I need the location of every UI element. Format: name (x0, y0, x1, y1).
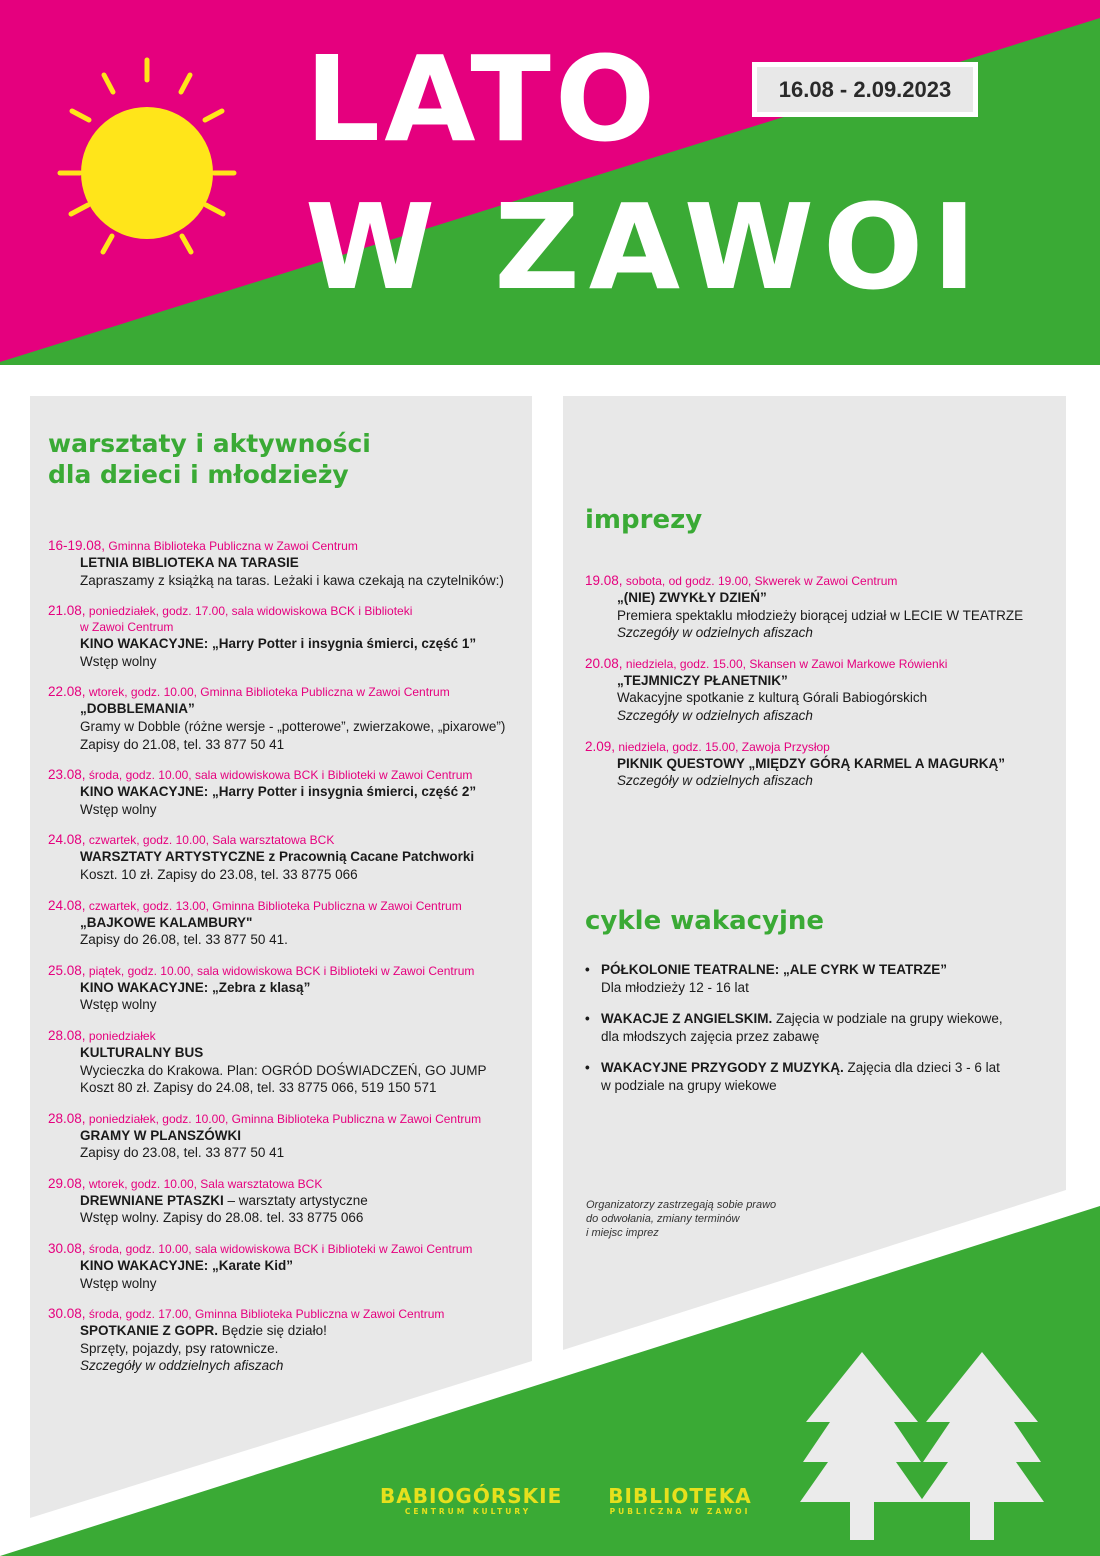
event-title: KINO WAKACYJNE: (80, 636, 209, 652)
cycle-title: PÓŁKOLONIE TEATRALNE: „ALE CYRK W TEATRZE” (601, 962, 947, 977)
event-title: DREWNIANE PTASZKI (80, 1192, 224, 1208)
event-title-rest: „Harry Potter i insygnia śmierci, część 2” (208, 784, 477, 800)
cycles-section (585, 906, 1055, 1109)
bullet-icon: • (585, 1011, 590, 1027)
cycle-desc-2: Dla młodzieży 12 - 16 lat (601, 979, 749, 995)
list-item (48, 538, 528, 589)
list-item (48, 898, 528, 949)
list-item (585, 739, 1055, 790)
event-date: 30.08, (48, 1306, 86, 1322)
event-title-rest: „Zebra z klasą” (208, 979, 311, 995)
event-title-rest: Będzie się działo! (218, 1323, 327, 1339)
list-item (585, 1010, 1055, 1045)
date-range-badge (752, 62, 978, 117)
list-item (48, 1111, 528, 1162)
library-logo-sub: PUBLICZNA W ZAWOI (609, 1507, 751, 1516)
event-info: wtorek, godz. 10.00, Gminna Biblioteka Publiczna w Zawoi Centrum (88, 685, 450, 700)
event-desc: Zapisy do 23.08, tel. 33 877 50 41 (80, 1145, 285, 1161)
cycles-heading: cykle wakacyjne (585, 906, 825, 936)
event-title-rest: „Harry Potter i insygnia śmierci, część 1” (208, 636, 477, 652)
event-info-cont: w Zawoi Centrum (80, 620, 174, 635)
event-info: środa, godz. 10.00, sala widowiskowa BCK i Biblioteki w Zawoi Centrum (88, 1242, 473, 1257)
list-item (48, 1176, 528, 1227)
bullet-icon: • (585, 962, 590, 977)
event-info: poniedziałek (88, 1028, 156, 1043)
event-info: sobota, od godz. 19.00, Skwerek w Zawoi Centrum (625, 574, 898, 588)
workshops-heading-line-1: warsztaty i aktywności (48, 429, 371, 458)
bck-logo (380, 1484, 563, 1517)
workshops-heading-line-2: dla dzieci i młodzieży (48, 460, 349, 489)
bck-logo-name: BABIOGÓRSKIE (380, 1484, 563, 1508)
organizer-note-line: Organizatorzy zastrzegają sobie prawo (586, 1199, 777, 1211)
event-desc: Wstęp wolny (80, 653, 157, 669)
event-title: „(NIE) ZWYKŁY DZIEŃ” (617, 590, 767, 605)
event-date: 20.08, (585, 655, 623, 671)
event-date: 29.08, (48, 1175, 86, 1191)
cycle-title: WAKACJE Z ANGIELSKIM. (601, 1011, 773, 1027)
event-title: KULTURALNY BUS (80, 1044, 204, 1060)
event-title: PIKNIK QUESTOWY „MIĘDZY GÓRĄ KARMEL A MAGURKĄ” (617, 755, 1006, 771)
event-title-rest: – warsztaty artystyczne (223, 1192, 368, 1208)
event-title: LETNIA BIBLIOTEKA NA TARASIE (80, 555, 299, 570)
event-note: Szczegóły w odzielnych afiszach (617, 707, 813, 723)
event-note: Szczegóły w oddzielnych afiszach (80, 1358, 284, 1374)
list-item (585, 1059, 1055, 1094)
event-desc: Koszt. 10 zł. Zapisy do 23.08, tel. 33 8775 066 (80, 866, 358, 882)
list-item (585, 961, 1055, 996)
event-info: czwartek, godz. 13.00, Gminna Biblioteka Publiczna w Zawoi Centrum (88, 898, 462, 913)
title-line-2: W ZAWOI (305, 178, 986, 316)
workshops-section (48, 428, 528, 1389)
event-info: piątek, godz. 10.00, sala widowiskowa BCK i Biblioteki w Zawoi Centrum (88, 963, 475, 978)
event-desc: Gramy w Dobble (różne wersje - „potterowe”, zwierzakowe, „pixarowe”) (80, 718, 506, 734)
event-info: Gminna Biblioteka Publiczna w Zawoi Centrum (108, 539, 358, 553)
event-desc: Premiera spektaklu młodzieży biorącej udział w LECIE W TEATRZE (617, 607, 1024, 623)
event-title: SPOTKANIE Z GOPR. (80, 1323, 219, 1339)
list-item (48, 1028, 528, 1097)
list-item (585, 573, 1055, 642)
title-line-1: LATO (305, 30, 660, 168)
event-date: 25.08, (48, 962, 86, 978)
event-date: 22.08, (48, 684, 86, 700)
list-item (48, 603, 528, 670)
event-title-rest: „Karate Kid” (208, 1258, 294, 1274)
event-title: KINO WAKACYJNE: (80, 1258, 209, 1274)
event-desc: Wstęp wolny (80, 1275, 157, 1291)
cycle-desc-2: w podziale na grupy wiekowe (601, 1077, 777, 1093)
event-date: 28.08, (48, 1027, 86, 1043)
event-desc: Zapisy do 21.08, tel. 33 877 50 41 (80, 736, 285, 752)
event-note: Szczegóły w odzielnych afiszach (617, 625, 813, 641)
list-item (48, 1306, 528, 1375)
cycle-desc-2: dla młodszych zajęcia przez zabawę (601, 1028, 820, 1044)
event-title: „BAJKOWE KALAMBURY" (80, 914, 253, 930)
event-date: 19.08, (585, 573, 623, 588)
event-info: środa, godz. 10.00, sala widowiskowa BCK i Biblioteki w Zawoi Centrum (88, 768, 473, 783)
cycle-desc: Zajęcia w podziale na grupy wiekowe, (772, 1011, 1003, 1027)
event-desc: Wycieczka do Krakowa. Plan: OGRÓD DOŚWIADCZEŃ, GO JUMP (80, 1062, 487, 1078)
event-date: 21.08, (48, 603, 86, 619)
event-title: „TEJMNICZY PŁANETNIK” (617, 672, 788, 688)
events-section (585, 505, 1055, 804)
event-desc: Wakacyjne spotkanie z kulturą Górali Babiogórskich (617, 690, 928, 706)
date-range-text: 16.08 - 2.09.2023 (778, 76, 952, 102)
event-title: KINO WAKACYJNE: (80, 784, 209, 800)
event-date: 2.09, (585, 738, 616, 754)
bck-logo-sub: CENTRUM KULTURY (404, 1507, 532, 1516)
event-info: niedziela, godz. 15.00, Skansen w Zawoi Markowe Rówienki (625, 656, 948, 671)
events-heading: imprezy (585, 505, 703, 535)
cycle-desc: Zajęcia dla dzieci 3 - 6 lat (843, 1060, 1000, 1076)
list-item (48, 1241, 528, 1292)
workshops-heading (48, 428, 528, 490)
event-desc: Sprzęty, pojazdy, psy ratownicze. (80, 1340, 279, 1356)
event-date: 23.08, (48, 767, 86, 783)
event-info: niedziela, godz. 15.00, Zawoja Przysłop (618, 739, 830, 754)
event-desc: Zapisy do 26.08, tel. 33 877 50 41. (80, 932, 288, 948)
event-desc: Wstęp wolny (80, 801, 157, 817)
event-info: poniedziałek, godz. 10.00, Gminna Biblioteka Publiczna w Zawoi Centrum (88, 1111, 482, 1126)
event-info: środa, godz. 17.00, Gminna Biblioteka Publiczna w Zawoi Centrum (88, 1307, 445, 1322)
bullet-icon: • (585, 1060, 590, 1076)
library-logo (600, 1485, 760, 1517)
event-desc: Wstęp wolny. Zapisy do 28.08. tel. 33 8775 066 (80, 1210, 364, 1226)
event-note: Szczegóły w odzielnych afiszach (617, 773, 813, 789)
event-title: GRAMY W PLANSZÓWKI (80, 1127, 241, 1143)
event-info: czwartek, godz. 10.00, Sala warsztatowa BCK (88, 833, 335, 848)
event-desc: Zapraszamy z książką na taras. Leżaki i kawa czekają na czytelników:) (80, 572, 504, 588)
event-title: WARSZTATY ARTYSTYCZNE z Pracownią Cacane Patchworki (80, 849, 475, 865)
event-info: poniedziałek, godz. 17.00, sala widowiskowa BCK i Biblioteki (88, 604, 413, 619)
event-desc: Wstęp wolny (80, 997, 157, 1013)
cycle-title: WAKACYJNE PRZYGODY Z MUZYKĄ. (601, 1060, 844, 1076)
event-date: 16-19.08, (48, 538, 106, 553)
organizer-note-line: i miejsc imprez (586, 1227, 659, 1239)
organizer-note (586, 1198, 776, 1240)
event-date: 28.08, (48, 1110, 86, 1126)
list-item (48, 963, 528, 1014)
list-item (48, 767, 528, 818)
event-title: KINO WAKACYJNE: (80, 979, 209, 995)
event-date: 30.08, (48, 1241, 86, 1257)
event-date: 24.08, (48, 897, 86, 913)
list-item (48, 684, 528, 753)
event-title: „DOBBLEMANIA” (80, 701, 195, 717)
event-desc: Koszt 80 zł. Zapisy do 24.08, tel. 33 8775 066, 519 150 571 (80, 1080, 437, 1096)
list-item (48, 832, 528, 883)
library-logo-name: BIBLIOTEKA (608, 1484, 752, 1508)
organizer-note-line: do odwołania, zmiany terminów (586, 1213, 740, 1225)
event-info: wtorek, godz. 10.00, Sala warsztatowa BCK (88, 1176, 323, 1191)
list-item (585, 656, 1055, 725)
event-date: 24.08, (48, 832, 86, 848)
